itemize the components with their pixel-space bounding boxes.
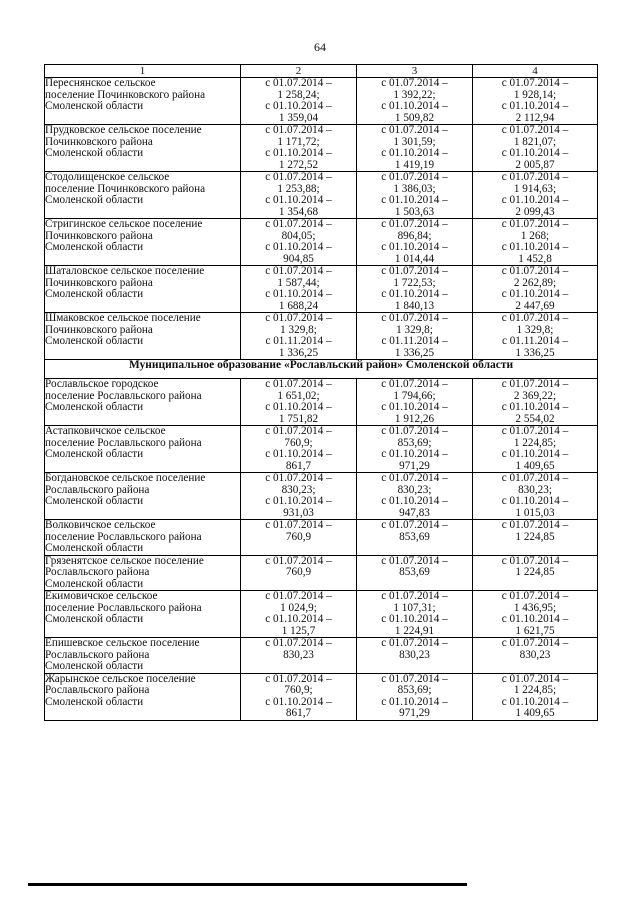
cell-line: Шаталовское сельское поселение bbox=[45, 265, 205, 277]
cell-line: Епишевское сельское поселение bbox=[45, 637, 200, 649]
cell-line: 1 268; bbox=[520, 229, 550, 242]
settlement-name-cell bbox=[45, 266, 241, 313]
header-cell-3: 3 bbox=[357, 65, 473, 78]
table-row bbox=[45, 426, 598, 473]
settlement-name-cell bbox=[45, 313, 241, 360]
tariff-cell-col2 bbox=[241, 266, 357, 313]
cell-line: 1 224,85 bbox=[515, 530, 555, 543]
cell-line: 1 452,8 bbox=[518, 252, 552, 265]
page-number: 64 bbox=[314, 40, 326, 54]
tariff-cell-col4 bbox=[473, 78, 598, 125]
cell-line: с 01.10.2014 – bbox=[501, 448, 569, 460]
cell-line: с 01.07.2014 – bbox=[265, 554, 332, 567]
cell-line: 1 224,85; bbox=[513, 436, 557, 449]
tariff-cell-col4 bbox=[473, 673, 598, 720]
cell-line: 2 099,43 bbox=[515, 205, 555, 218]
cell-line: поселение Рославльского района bbox=[45, 601, 202, 614]
tariff-cell-col2 bbox=[241, 673, 357, 720]
table-row bbox=[45, 78, 598, 125]
cell-line: 1 107,31; bbox=[393, 601, 436, 614]
cell-line: с 01.10.2014 – bbox=[265, 100, 332, 112]
cell-line: 1 329,8; bbox=[280, 323, 317, 336]
tariff-cell-col4 bbox=[473, 520, 598, 556]
tariff-cell-col2 bbox=[241, 426, 357, 473]
cell-line: с 01.07.2014 – bbox=[381, 590, 448, 602]
cell-line: с 01.07.2014 – bbox=[501, 672, 569, 685]
cell-line: Рославльского района bbox=[45, 648, 150, 661]
table-row bbox=[45, 638, 598, 674]
cell-line: с 01.10.2014 – bbox=[381, 695, 448, 708]
cell-line: 1 024,9; bbox=[280, 601, 317, 614]
table-row bbox=[45, 520, 598, 556]
tariff-cell-col4 bbox=[473, 426, 598, 473]
settlement-name-cell bbox=[45, 673, 241, 720]
cell-line: Рославльского района bbox=[45, 566, 150, 578]
cell-line: с 01.10.2014 – bbox=[501, 100, 569, 112]
tariff-cell-col2 bbox=[241, 555, 357, 591]
settlement-name-cell bbox=[45, 520, 241, 556]
cell-line: 760,9 bbox=[285, 566, 312, 578]
header-cell-2: 2 bbox=[241, 65, 357, 78]
cell-line: Смоленской области bbox=[45, 147, 144, 159]
table-row bbox=[45, 379, 598, 426]
cell-line: 853,69 bbox=[399, 530, 430, 543]
cell-line: с 01.10.2014 – bbox=[265, 448, 332, 460]
cell-line: 2 369,22; bbox=[513, 389, 557, 402]
cell-line: с 01.07.2014 – bbox=[501, 378, 569, 390]
cell-line: с 01.07.2014 – bbox=[265, 171, 332, 183]
tariff-cell-col4 bbox=[473, 219, 598, 266]
section-title: Муниципальное образование «Рославльский район» Смоленской области bbox=[45, 360, 598, 379]
cell-line: Смоленской области bbox=[45, 288, 144, 300]
cell-line: 1 912,26 bbox=[394, 412, 435, 425]
cell-line: 1 014,44 bbox=[394, 252, 435, 265]
cell-line: 1 392,22; bbox=[393, 88, 436, 101]
cell-line: с 01.10.2014 – bbox=[381, 194, 448, 206]
cell-line: 760,9 bbox=[285, 530, 312, 543]
table-row bbox=[45, 473, 598, 520]
cell-line: 1 224,85; bbox=[513, 684, 557, 696]
header-cell-4: 4 bbox=[473, 65, 598, 78]
cell-line: 830,23; bbox=[281, 483, 316, 496]
tariff-table bbox=[44, 64, 598, 721]
cell-line: с 01.10.2014 – bbox=[501, 288, 569, 300]
cell-line: с 01.10.2014 – bbox=[381, 448, 448, 460]
tariff-cell-col3 bbox=[357, 313, 473, 360]
tariff-cell-col4 bbox=[473, 555, 598, 591]
settlement-name-cell bbox=[45, 78, 241, 125]
cell-line: 2 112,94 bbox=[515, 111, 555, 124]
cell-line: с 01.10.2014 – bbox=[381, 100, 448, 112]
cell-line: 2 005,87 bbox=[515, 158, 555, 171]
cell-line: 1 651,02; bbox=[277, 389, 320, 402]
cell-line: Рославльского района bbox=[45, 483, 150, 496]
cell-line: 1 329,8; bbox=[396, 323, 433, 336]
cell-line: 1 336,25 bbox=[394, 346, 435, 359]
cell-line: Смоленской области bbox=[45, 495, 144, 507]
cell-line: поселение Рославльского района bbox=[45, 436, 202, 449]
cell-line: с 01.10.2014 – bbox=[501, 613, 569, 625]
tariff-cell-col3 bbox=[357, 78, 473, 125]
cell-line: с 01.07.2014 – bbox=[265, 218, 332, 230]
cell-line: Грязенятское сельское поселение bbox=[45, 554, 204, 567]
settlement-name-cell bbox=[45, 426, 241, 473]
cell-line: Починковского района bbox=[45, 323, 153, 336]
cell-line: с 01.10.2014 – bbox=[381, 495, 448, 507]
cell-line: 971,29 bbox=[399, 459, 430, 472]
cell-line: 1 125,7 bbox=[281, 624, 316, 637]
cell-line: с 01.07.2014 – bbox=[265, 77, 332, 89]
cell-line: с 01.10.2014 – bbox=[381, 288, 448, 300]
cell-line: с 01.07.2014 – bbox=[501, 77, 569, 89]
cell-line: Шмаковское сельское поселение bbox=[45, 312, 201, 324]
cell-line: с 01.07.2014 – bbox=[265, 519, 332, 531]
cell-line: Смоленской области bbox=[45, 100, 144, 112]
cell-line: 830,23 bbox=[519, 648, 551, 661]
cell-line: с 01.07.2014 – bbox=[265, 472, 332, 484]
cell-line: с 01.07.2014 – bbox=[381, 672, 448, 685]
cell-line: Смоленской области bbox=[45, 194, 144, 206]
tariff-cell-col2 bbox=[241, 473, 357, 520]
cell-line: 1 621,75 bbox=[515, 624, 555, 637]
cell-line: с 01.07.2014 – bbox=[501, 218, 569, 230]
cell-line: с 01.07.2014 – bbox=[381, 218, 448, 230]
cell-line: Смоленской области bbox=[45, 695, 144, 708]
cell-line: с 01.07.2014 – bbox=[265, 265, 332, 277]
tariff-cell-col2 bbox=[241, 313, 357, 360]
cell-line: с 01.07.2014 – bbox=[265, 312, 332, 324]
cell-line: 853,69; bbox=[397, 684, 432, 696]
cell-line: 1 258,24; bbox=[277, 88, 320, 101]
tariff-cell-col4 bbox=[473, 379, 598, 426]
cell-line: с 01.10.2014 – bbox=[501, 401, 569, 413]
section-row bbox=[45, 360, 598, 379]
cell-line: с 01.10.2014 – bbox=[381, 241, 448, 253]
cell-line: 1 840,13 bbox=[394, 299, 435, 312]
cell-line: Рославльского района bbox=[45, 684, 150, 696]
cell-line: с 01.10.2014 – bbox=[501, 147, 569, 159]
cell-line: с 01.07.2014 – bbox=[501, 590, 569, 602]
table-row bbox=[45, 125, 598, 172]
settlement-name-cell bbox=[45, 473, 241, 520]
settlement-name-cell bbox=[45, 379, 241, 426]
cell-line: 853,69 bbox=[399, 566, 430, 578]
cell-line: 1 821,07; bbox=[513, 135, 557, 148]
tariff-cell-col2 bbox=[241, 78, 357, 125]
cell-line: с 01.10.2014 – bbox=[265, 147, 332, 159]
cell-line: с 01.10.2014 – bbox=[501, 695, 569, 708]
cell-line: 1 253,88; bbox=[277, 182, 320, 195]
cell-line: 1 751,82 bbox=[278, 412, 319, 425]
cell-line: Смоленской области bbox=[45, 335, 144, 347]
cell-line: с 01.07.2014 – bbox=[501, 265, 569, 277]
tariff-cell-col3 bbox=[357, 379, 473, 426]
cell-line: Астапковичское сельское bbox=[45, 425, 166, 437]
cell-line: Стодолищенское сельское bbox=[45, 171, 170, 183]
table-row bbox=[45, 219, 598, 266]
cell-line: с 01.07.2014 – bbox=[381, 637, 448, 649]
cell-line: с 01.07.2014 – bbox=[265, 378, 332, 390]
tariff-cell-col2 bbox=[241, 125, 357, 172]
cell-line: 830,23; bbox=[397, 483, 432, 496]
cell-line: 853,69; bbox=[397, 436, 432, 449]
cell-line: поселение Рославльского района bbox=[45, 530, 202, 543]
table-row bbox=[45, 313, 598, 360]
cell-line: Починковского района bbox=[45, 135, 153, 148]
cell-line: с 01.10.2014 – bbox=[265, 241, 332, 253]
header-cell-1: 1 bbox=[45, 65, 241, 78]
tariff-cell-col3 bbox=[357, 555, 473, 591]
cell-line: 904,85 bbox=[283, 252, 314, 265]
tariff-cell-col4 bbox=[473, 266, 598, 313]
tariff-cell-col3 bbox=[357, 426, 473, 473]
cell-line: 760,9; bbox=[284, 436, 313, 449]
cell-line: с 01.07.2014 – bbox=[265, 637, 332, 649]
cell-line: с 01.07.2014 – bbox=[381, 472, 448, 484]
tariff-cell-col3 bbox=[357, 673, 473, 720]
table-row bbox=[45, 591, 598, 638]
cell-line: 1 336,25 bbox=[515, 346, 555, 359]
cell-line: с 01.07.2014 – bbox=[381, 265, 448, 277]
tariff-cell-col4 bbox=[473, 638, 598, 674]
cell-line: Смоленской области bbox=[45, 448, 144, 460]
cell-line: 1 503,63 bbox=[394, 205, 435, 218]
cell-line: с 01.11.2014 – bbox=[265, 335, 332, 347]
cell-line: 830,23 bbox=[283, 648, 314, 661]
cell-line: с 01.07.2014 – bbox=[381, 171, 448, 183]
cell-line: с 01.07.2014 – bbox=[265, 672, 332, 685]
table-row bbox=[45, 266, 598, 313]
tariff-cell-col2 bbox=[241, 638, 357, 674]
cell-line: с 01.07.2014 – bbox=[501, 124, 569, 136]
cell-line: Переснянское сельское bbox=[45, 77, 156, 89]
settlement-name-cell bbox=[45, 125, 241, 172]
cell-line: 830,23; bbox=[518, 483, 552, 496]
cell-line: 931,03 bbox=[283, 506, 314, 519]
cell-line: 1 409,65 bbox=[515, 459, 555, 472]
cell-line: с 01.07.2014 – bbox=[501, 171, 569, 183]
cell-line: Смоленской области bbox=[45, 542, 144, 554]
tariff-cell-col3 bbox=[357, 638, 473, 674]
cell-line: с 01.11.2014 – bbox=[501, 335, 569, 347]
tariff-cell-col3 bbox=[357, 473, 473, 520]
cell-line: с 01.07.2014 – bbox=[501, 425, 569, 437]
cell-line: 861,7 bbox=[285, 459, 312, 472]
cell-line: 830,23 bbox=[399, 648, 430, 661]
tariff-cell-col3 bbox=[357, 266, 473, 313]
tariff-cell-col4 bbox=[473, 172, 598, 219]
table-row bbox=[45, 172, 598, 219]
cell-line: с 01.07.2014 – bbox=[501, 637, 569, 649]
bottom-rule bbox=[28, 883, 467, 886]
cell-line: 1 272,52 bbox=[278, 158, 319, 171]
cell-line: 1 794,66; bbox=[393, 389, 436, 402]
cell-line: 1 354,68 bbox=[278, 205, 319, 218]
tariff-cell-col3 bbox=[357, 219, 473, 266]
cell-line: Стригинское сельское поселение bbox=[45, 218, 203, 230]
cell-line: Прудковское сельское поселение bbox=[45, 124, 202, 136]
cell-line: с 01.07.2014 – bbox=[381, 77, 448, 89]
tariff-cell-col3 bbox=[357, 125, 473, 172]
cell-line: поселение Починковского района bbox=[45, 88, 206, 101]
cell-line: с 01.10.2014 – bbox=[501, 194, 569, 206]
tariff-cell-col2 bbox=[241, 591, 357, 638]
cell-line: с 01.10.2014 – bbox=[265, 401, 332, 413]
cell-line: с 01.07.2014 – bbox=[381, 378, 448, 390]
cell-line: 971,29 bbox=[399, 707, 430, 719]
cell-line: с 01.10.2014 – bbox=[381, 147, 448, 159]
cell-line: поселение Рославльского района bbox=[45, 389, 202, 402]
cell-line: 1 409,65 bbox=[515, 707, 555, 719]
cell-line: 1 928,14; bbox=[513, 88, 557, 101]
cell-line: с 01.10.2014 – bbox=[265, 495, 332, 507]
cell-line: с 01.07.2014 – bbox=[265, 425, 332, 437]
tariff-cell-col2 bbox=[241, 219, 357, 266]
cell-line: с 01.10.2014 – bbox=[501, 495, 569, 507]
cell-line: с 01.07.2014 – bbox=[381, 312, 448, 324]
cell-line: 1 224,91 bbox=[394, 624, 435, 637]
cell-line: с 01.07.2014 – bbox=[381, 425, 448, 437]
cell-line: 1 015,03 bbox=[515, 506, 555, 519]
cell-line: Смоленской области bbox=[45, 660, 144, 672]
cell-line: 1 419,19 bbox=[394, 158, 435, 171]
cell-line: с 01.10.2014 – bbox=[501, 241, 569, 253]
tariff-cell-col4 bbox=[473, 473, 598, 520]
cell-line: Смоленской области bbox=[45, 401, 144, 413]
tariff-cell-col2 bbox=[241, 379, 357, 426]
cell-line: с 01.07.2014 – bbox=[265, 124, 332, 136]
cell-line: Починковского района bbox=[45, 229, 153, 242]
cell-line: с 01.07.2014 – bbox=[501, 312, 569, 324]
header-row bbox=[45, 65, 598, 78]
cell-line: с 01.10.2014 – bbox=[265, 288, 332, 300]
cell-line: 1 386,03; bbox=[393, 182, 436, 195]
cell-line: с 01.07.2014 – bbox=[501, 554, 569, 567]
cell-line: Смоленской области bbox=[45, 613, 144, 625]
cell-line: 947,83 bbox=[399, 506, 430, 519]
cell-line: Смоленской области bbox=[45, 241, 144, 253]
settlement-name-cell bbox=[45, 591, 241, 638]
settlement-name-cell bbox=[45, 172, 241, 219]
cell-line: поселение Починковского района bbox=[45, 182, 206, 195]
cell-line: Смоленской области bbox=[45, 577, 144, 590]
cell-line: Жарынское сельское поселение bbox=[45, 672, 196, 685]
tariff-cell-col2 bbox=[241, 520, 357, 556]
cell-line: 896,84; bbox=[397, 229, 432, 242]
cell-line: с 01.07.2014 – bbox=[501, 472, 569, 484]
table-row bbox=[45, 673, 598, 720]
cell-line: с 01.10.2014 – bbox=[265, 695, 332, 708]
cell-line: с 01.10.2014 – bbox=[381, 401, 448, 413]
cell-line: 1 329,8; bbox=[516, 323, 554, 336]
tariff-cell-col3 bbox=[357, 172, 473, 219]
cell-line: с 01.07.2014 – bbox=[381, 124, 448, 136]
tariff-cell-col2 bbox=[241, 172, 357, 219]
cell-line: с 01.07.2014 – bbox=[501, 519, 569, 531]
tariff-cell-col3 bbox=[357, 520, 473, 556]
cell-line: 2 554,02 bbox=[515, 412, 555, 425]
cell-line: 1 359,04 bbox=[278, 111, 319, 124]
cell-line: 1 587,44; bbox=[277, 276, 320, 289]
settlement-name-cell bbox=[45, 638, 241, 674]
cell-line: 1 688,24 bbox=[278, 299, 319, 312]
cell-line: 1 301,59; bbox=[393, 135, 436, 148]
cell-line: Рославльское городское bbox=[45, 378, 159, 390]
cell-line: 1 722,53; bbox=[393, 276, 436, 289]
cell-line: 1 509,82 bbox=[394, 111, 435, 124]
cell-line: Екимовичское сельское bbox=[45, 590, 158, 602]
cell-line: 1 914,63; bbox=[513, 182, 557, 195]
cell-line: 760,9; bbox=[284, 684, 313, 696]
tariff-cell-col4 bbox=[473, 125, 598, 172]
cell-line: 804,05; bbox=[281, 229, 316, 242]
cell-line: 1 171,72; bbox=[277, 135, 320, 148]
cell-line: с 01.07.2014 – bbox=[381, 519, 448, 531]
cell-line: 1 224,85 bbox=[515, 566, 555, 578]
cell-line: с 01.07.2014 – bbox=[381, 554, 448, 567]
cell-line: 2 262,89; bbox=[513, 276, 557, 289]
cell-line: 1 436,95; bbox=[513, 601, 557, 614]
cell-line: Починковского района bbox=[45, 276, 153, 289]
tariff-cell-col3 bbox=[357, 591, 473, 638]
cell-line: Волковичское сельское bbox=[45, 519, 156, 531]
tariff-cell-col4 bbox=[473, 591, 598, 638]
cell-line: Богдановское сельское поселение bbox=[45, 472, 206, 484]
cell-line: с 01.11.2014 – bbox=[381, 335, 448, 347]
cell-line: 2 447,69 bbox=[515, 299, 555, 312]
cell-line: 1 336,25 bbox=[278, 346, 319, 359]
settlement-name-cell bbox=[45, 219, 241, 266]
cell-line: с 01.10.2014 – bbox=[265, 613, 332, 625]
table-row bbox=[45, 555, 598, 591]
cell-line: с 01.10.2014 – bbox=[381, 613, 448, 625]
tariff-cell-col4 bbox=[473, 313, 598, 360]
settlement-name-cell bbox=[45, 555, 241, 591]
cell-line: с 01.10.2014 – bbox=[265, 194, 332, 206]
cell-line: с 01.07.2014 – bbox=[265, 590, 332, 602]
cell-line: 861,7 bbox=[285, 707, 312, 719]
